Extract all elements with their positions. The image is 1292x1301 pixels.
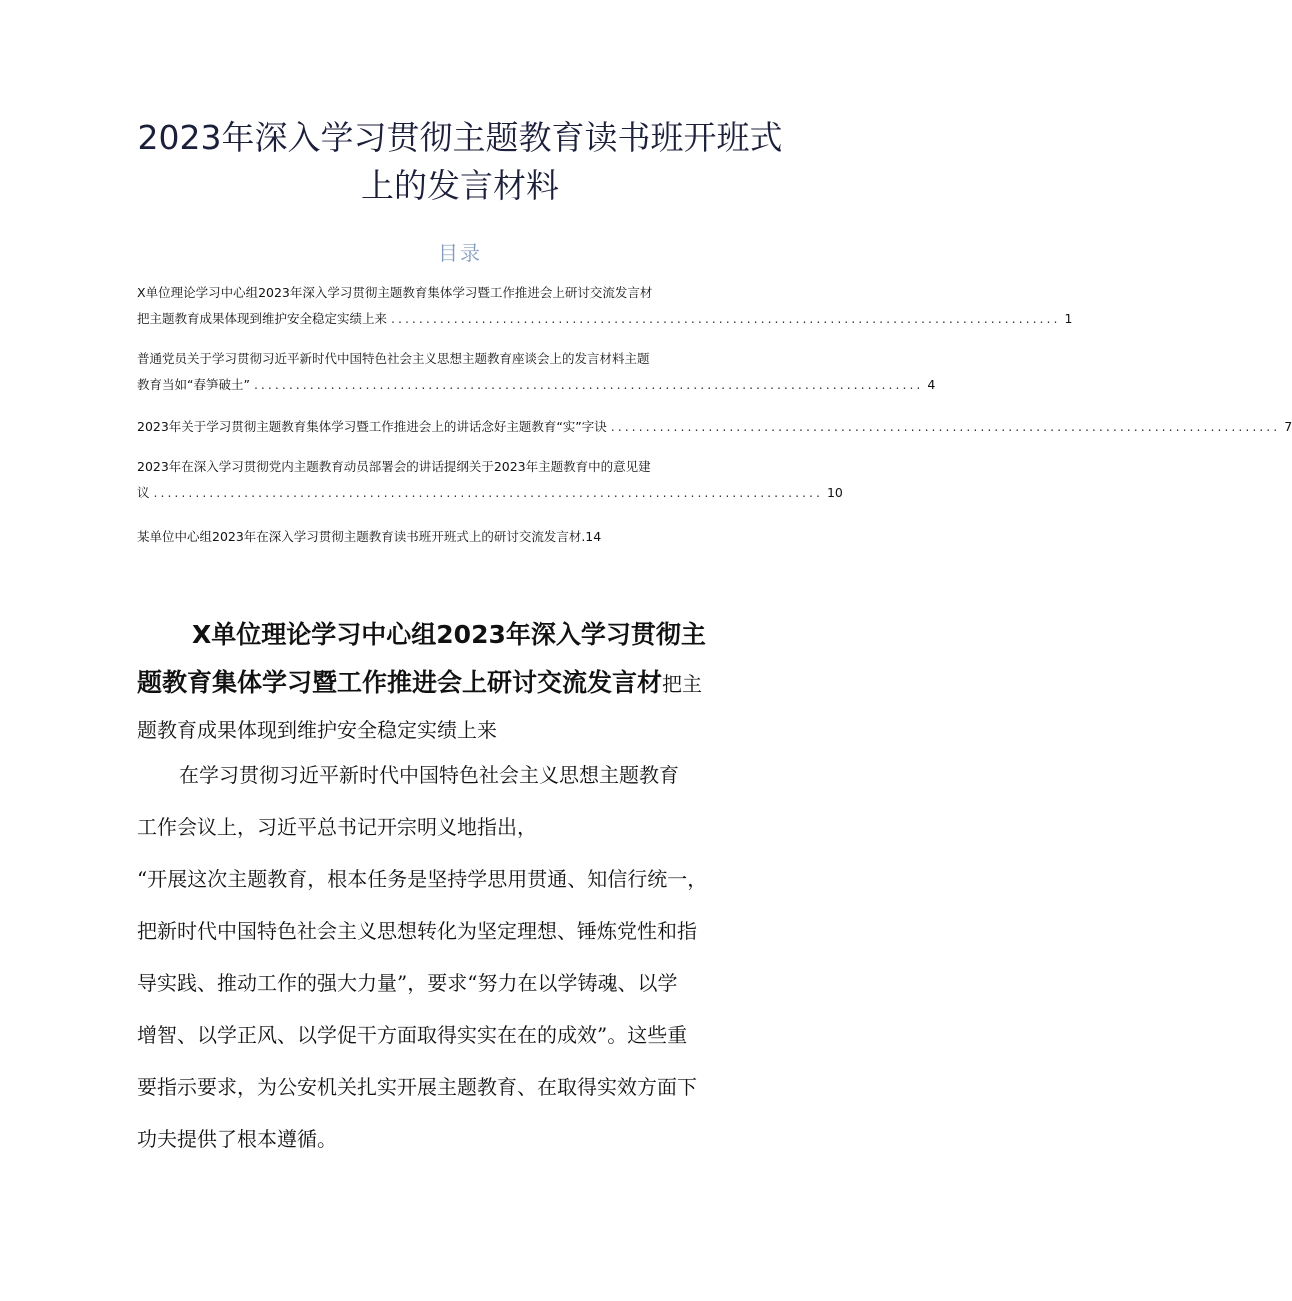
toc-entry-title: 2023年关于学习贯彻主题教育集体学习暨工作推进会上的讲话念好主题教育“实”字诀 [137,419,607,434]
toc-entry[interactable] [137,524,780,550]
toc-entry[interactable] [137,280,1073,332]
toc-heading: 目录 [438,241,482,265]
section-heading-line-2-text: 题教育集体学习暨工作推进会上研讨交流发言材 [137,668,663,697]
paragraph-line: 导实践、推动工作的强大力量”，要求“努力在以学铸魂、以学 [137,971,678,995]
toc-entry[interactable] [137,414,1292,440]
toc-entry[interactable] [137,346,936,398]
toc-leader-dots: ................................................................................................ [610,419,1281,434]
toc-entry[interactable] [137,454,843,506]
toc-entry-title: 某单位中心组2023年在深入学习贯彻主题教育读书班开班式上的研讨交流发言材.14 [137,529,602,544]
paragraph-line: 把新时代中国特色社会主义思想转化为坚定理想、锤炼党性和指 [137,919,697,943]
section-heading-line-2 [137,663,702,704]
toc-entry-title-cont: 把主题教育成果体现到维护安全稳定实绩上来 [137,311,388,326]
paragraph-line: 要指示要求，为公安机关扎实开展主题教育、在取得实效方面下 [137,1075,697,1099]
toc-leader-dots: ................................................................................................ [153,485,823,500]
section-heading-line-1: X单位理论学习中心组2023年深入学习贯彻主 [192,620,706,649]
paragraph-line: 工作会议上，习近平总书记开宗明义地指出， [137,815,537,839]
toc-page-number: 7 [1284,419,1292,434]
toc-entry-title: 2023年在深入学习贯彻党内主题教育动员部署会的讲话提纲关于2023年主题教育中的意见建 [137,459,651,474]
paragraph-line: “开展这次主题教育，根本任务是坚持学思用贯通、知信行统一， [137,867,708,891]
paragraph-line: 在学习贯彻习近平新时代中国特色社会主义思想主题教育 [179,763,679,787]
document-title-line-2: 上的发言材料 [361,166,559,205]
section-subtitle: 题教育成果体现到维护安全稳定实绩上来 [137,718,497,742]
document-title-line-1: 2023年深入学习贯彻主题教育读书班开班式 [137,118,783,157]
toc-page-number: 4 [927,377,936,392]
paragraph-line: 功夫提供了根本遵循。 [137,1127,337,1151]
section-subtitle-start: 把主 [662,672,703,696]
toc-leader-dots: ................................................................................................ [391,311,1061,326]
toc-entry-title-cont: 教育当如“春笋破土” [137,377,250,392]
toc-leader-dots: ................................................................................................ [253,377,924,392]
toc-entry-title: X单位理论学习中心组2023年深入学习贯彻主题教育集体学习暨工作推进会上研讨交流发言材 [137,285,653,300]
paragraph-line: 增智、以学正风、以学促干方面取得实实在在的成效”。这些重 [137,1023,688,1047]
toc-entry-title-cont: 议 [137,485,150,500]
toc-entry-title: 普通党员关于学习贯彻习近平新时代中国特色社会主义思想主题教育座谈会上的发言材料主题 [137,351,650,366]
toc-page-number: 1 [1064,311,1073,326]
toc-page-number: 10 [826,485,843,500]
